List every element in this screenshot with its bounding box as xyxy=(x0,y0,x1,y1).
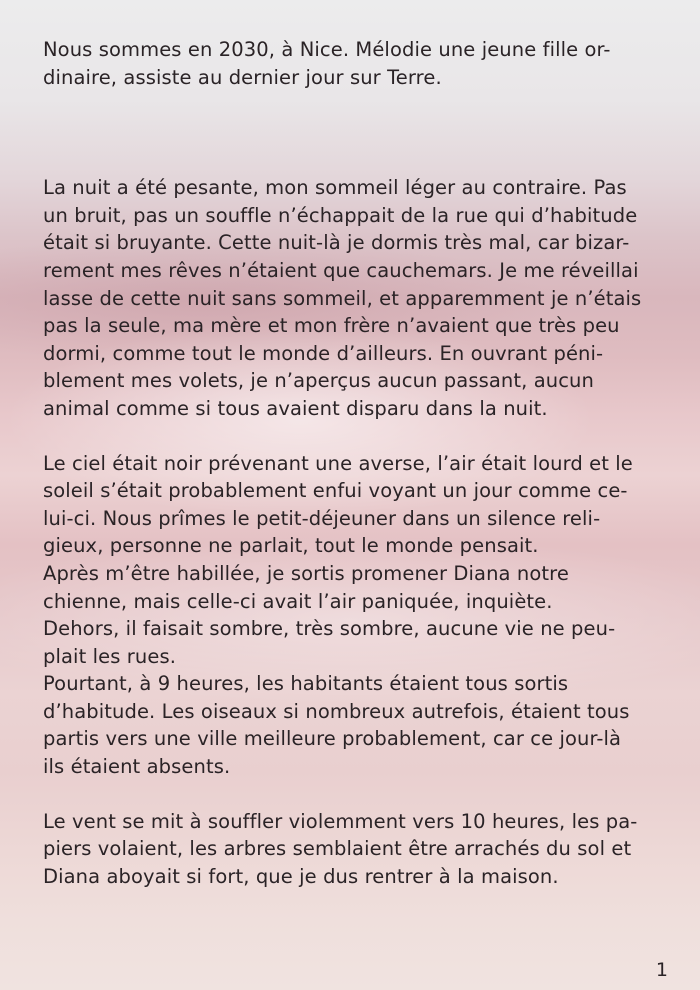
paragraph-line: gieux, personne ne parlait, tout le monde pensait. xyxy=(43,534,539,558)
paragraph-line: un bruit, pas un souffle n’échappait de la rue qui d’habitude xyxy=(43,203,638,227)
intro-paragraph xyxy=(43,36,658,91)
paragraph-line: pas la seule, ma mère et mon frère n’avaient que très peu xyxy=(43,314,620,338)
paragraph-line: dormi, comme tout le monde d’ailleurs. En ouvrant péni- xyxy=(43,341,604,365)
paragraph-line: chienne, mais celle-ci avait l’air paniquée, inquiète. xyxy=(43,589,553,613)
paragraph-line: était si bruyante. Cette nuit-là je dormis très mal, car bizar- xyxy=(43,231,630,255)
intro-line: Nous sommes en 2030, à Nice. Mélodie une jeune fille or- xyxy=(43,38,611,61)
paragraph-2 xyxy=(43,450,658,781)
page-number: 1 xyxy=(655,959,668,981)
paragraph-line: piers volaient, les arbres semblaient être arrachés du sol et xyxy=(43,837,632,861)
paragraph-line: Diana aboyait si fort, que je dus rentrer à la maison. xyxy=(43,864,559,888)
paragraph-line: Dehors, il faisait sombre, très sombre, aucune vie ne peu- xyxy=(43,617,616,641)
paragraph-line: d’habitude. Les oiseaux si nombreux autrefois, étaient tous xyxy=(43,699,630,723)
paragraph-line: animal comme si tous avaient disparu dans la nuit. xyxy=(43,396,548,420)
paragraph-line: partis vers une ville meilleure probablement, car ce jour-là xyxy=(43,727,622,751)
paragraph-line: Pourtant, à 9 heures, les habitants étaient tous sortis xyxy=(43,672,569,696)
paragraph-line: soleil s’était probablement enfui voyant un jour comme ce- xyxy=(43,479,628,503)
paragraph-line: La nuit a été pesante, mon sommeil léger au contraire. Pas xyxy=(43,176,627,200)
paragraph-line: blement mes volets, je n’aperçus aucun passant, aucun xyxy=(43,369,594,393)
document-page xyxy=(43,36,658,890)
paragraph-line: lasse de cette nuit sans sommeil, et apparemment je n’étais xyxy=(43,286,642,310)
paragraph-line: plait les rues. xyxy=(43,644,177,668)
paragraph-line: ils étaient absents. xyxy=(43,755,231,779)
paragraph-1 xyxy=(43,174,658,422)
intro-line: dinaire, assiste au dernier jour sur Terre. xyxy=(43,65,442,89)
paragraph-line: rement mes rêves n’étaient que cauchemars. Je me réveillai xyxy=(43,258,639,282)
paragraph-line: Le vent se mit à souffler violemment vers 10 heures, les pa- xyxy=(43,809,638,833)
paragraph-line: Après m’être habillée, je sortis promener Diana notre xyxy=(43,561,569,585)
paragraph-line: Le ciel était noir prévenant une averse, l’air était lourd et le xyxy=(43,451,633,475)
paragraph-line: lui-ci. Nous prîmes le petit-déjeuner dans un silence reli- xyxy=(43,506,601,530)
paragraph-3 xyxy=(43,808,658,891)
